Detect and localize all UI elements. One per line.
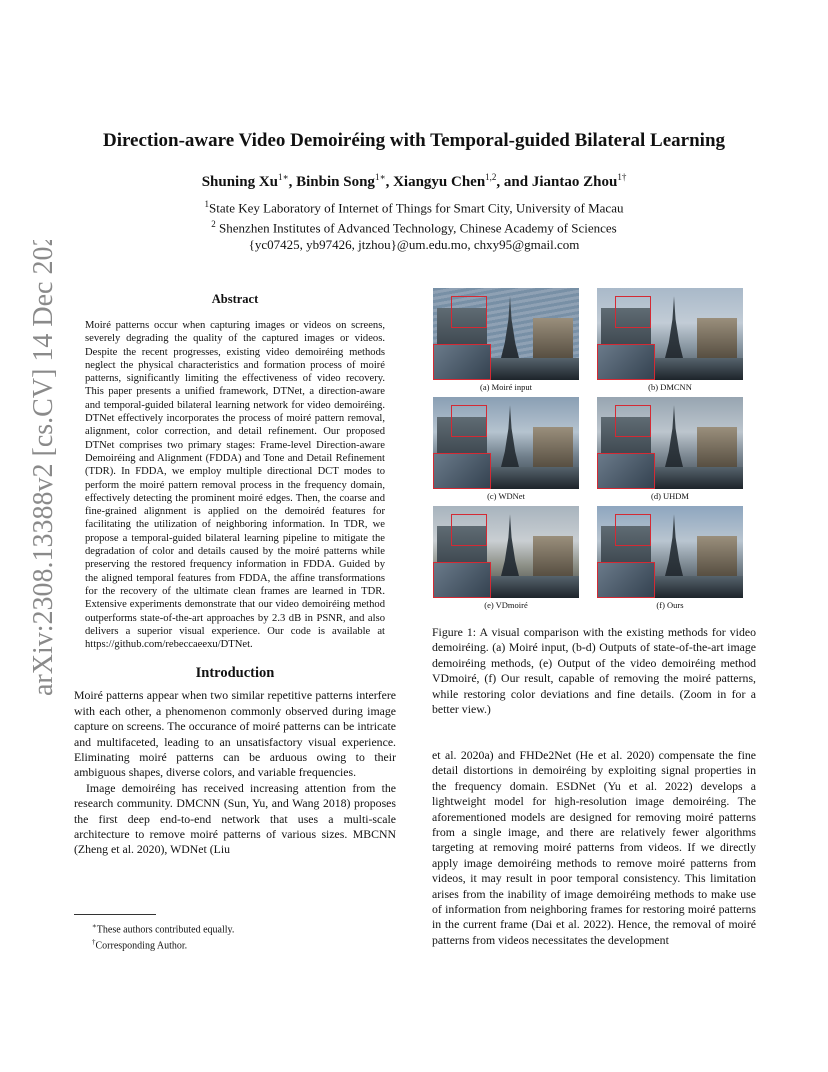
figure-panel: [597, 288, 743, 393]
author-emails: {yc07425, yb97426, jtzhou}@um.edu.mo, chxy95@gmail.com: [248, 236, 580, 252]
zoom-box: [451, 296, 487, 328]
author-name: Binbin Song: [296, 174, 375, 190]
introduction-heading: Introduction: [195, 665, 275, 682]
footnote-mark: †: [92, 938, 96, 947]
author-sup: 1∗: [278, 172, 289, 182]
affiliation-1: State Key Laboratory of Internet of Things for Smart City, University of Macau: [209, 200, 624, 216]
arxiv-identifier-stamp: [14, 240, 64, 700]
abstract-heading: Abstract: [211, 292, 259, 306]
zoom-box: [451, 514, 487, 546]
zoom-inset: [597, 453, 655, 489]
panel-caption: (b) DMCNN: [648, 382, 692, 392]
zoom-inset: [433, 344, 491, 380]
figure-1-caption: Figure 1: A visual comparison with the existing methods for video demoiréing. (a) Moiré input, (b-d) Outputs of state-of-the-art image demoiréing methods, (e) Output of the video demoiréing method VDmoiré, (f) Our result, capable of removing the moiré patterns, while restoring color deviations and fine details. (Zoom in for a better view.): [432, 625, 756, 717]
panel-caption: (e) VDmoiré: [484, 600, 528, 610]
intro-paragraph-2: Image demoiréing has received increasing attention from the research community. DMCNN (Sun, Yu, and Wang 2018) proposes the first deep end-to-end network that uses a multi-scale architecture to remove moiré patterns of various sizes. MBCNN (Zheng et al. 2020), WDNet (Liu: [74, 780, 396, 857]
left-column: [74, 292, 396, 858]
panel-image: [597, 506, 743, 598]
author-name: Xiangyu Chen: [393, 174, 486, 190]
author-name: Shuning Xu: [201, 174, 278, 190]
author-sup: 1†: [617, 172, 627, 182]
author-sup: 1∗: [374, 172, 386, 182]
footnote-text: These authors contributed equally.: [96, 924, 235, 936]
zoom-inset: [433, 562, 491, 598]
intro-paragraph-2-continued: et al. 2020a) and FHDe2Net (He et al. 2020) compensate the fine detail distortions in demoiréing by exploiting signal properties in the frequency domain. ESDNet (Yu et al. 2022) develops a lightweight model for high-resolution image demoiréing. The aforementioned models are designed for removing moiré patterns from a single image, and there are relatively fewer algorithms targeting at removing moiré patterns from videos. If we directly apply image demoiréing methods to remove moiré patterns from videos, it may result in poor temporal consistency. This limitation arises from the inability of image demoiréing methods to make use of information from neighboring frames for restoring moiré patterns in the current frame (Dai et al. 2022). Hence, the removal of moiré patterns from videos necessitates the development: [432, 748, 756, 947]
panel-caption: (d) UHDM: [650, 491, 689, 501]
abstract-text: Moiré patterns occur when capturing images or videos on screens, severely degrading the quality of the captured images or videos. Despite the recent progresses, existing video demoiréing methods neglect the physical characteristics and formation process of moiré patterns, significantly limiting the effectiveness of video recovery. This paper presents a unified framework, DTNet, a direction-aware and temporal-guided bilateral learning network for video demoiréing. DTNet effectively incorporates the process of moiré pattern removal, alignment, color correction, and detail refinement. Our proposed DTNet comprises two primary stages: Frame-level Direction-aware Demoiréing and Alignment (FDDA) and Tone and Detail Refinement (TDR). In FDDA, we employ multiple directional DCT modes to perform the moiré pattern removal process in the frequency domain, effectively detecting the prominent moiré edges. Then, the coarse and fine-grained alignment is applied on the demoiréd features for facilitating the utilization of neighboring information. In TDR, we propose a temporal-guided bilateral learning pipeline to mitigate the degradation of color and details caused by the moiré patterns while preserving the restored frequency information in FDDA. Guided by the aligned temporal features from FDDA, the affine transformations for the recovery of the ultimate clean frames are learned in TDR. Extensive experiments demonstrate that our video demoiréing method outperforms state-of-the-art approaches by 2.3 dB in PSNR, and also delivers a superior visual experience. Our code is available at https://github.com/rebeccaeexu/DTNet.: [85, 320, 385, 651]
figure-panel: [597, 397, 743, 502]
panel-caption: (f) Ours: [656, 600, 684, 610]
intro-paragraph-1: Moiré patterns appear when two similar repetitive patterns interfere with each other, a phenomenon commonly observed during image capture on screens. The occurance of moiré patterns can be intricate and multifaceted, leading to an unsatisfactory visual experience. Eliminating moiré patterns can be arduous owing to their ambiguous shapes, diverse colors, and variable frequencies.: [74, 688, 396, 780]
footnotes: [74, 914, 396, 953]
zoom-box: [615, 405, 651, 437]
panel-caption: (c) WDNet: [487, 491, 525, 501]
figure-panel: [433, 506, 579, 611]
footnote-rule: [74, 914, 156, 915]
affil-sup: 1: [204, 199, 210, 209]
footnote: [74, 936, 396, 952]
panel-image: [433, 506, 579, 598]
zoom-inset: [433, 453, 491, 489]
panel-image: [597, 397, 743, 489]
zoom-inset: [597, 562, 655, 598]
zoom-inset: [597, 344, 655, 380]
zoom-box: [615, 296, 651, 328]
panel-image: [433, 288, 579, 380]
panel-image: [433, 397, 579, 489]
footnote: [74, 920, 396, 936]
footnote-mark: ∗: [92, 922, 97, 930]
figure-panel: [597, 506, 743, 611]
footnote-text: Corresponding Author.: [95, 940, 188, 952]
author-name: Jiantao Zhou: [531, 174, 618, 190]
figure-panel: [433, 397, 579, 502]
zoom-box: [615, 514, 651, 546]
right-column: [432, 288, 756, 729]
zoom-box: [451, 405, 487, 437]
figure-panel: [433, 288, 579, 393]
author-sup: 1,2: [485, 172, 497, 182]
arxiv-id-text: arXiv:2308.13388v2 [cs.CV] 14 Dec 2023: [28, 240, 59, 696]
figure-1-grid: [433, 288, 756, 611]
panel-image: [597, 288, 743, 380]
affiliations: [60, 196, 768, 253]
author-list: Shuning $Xu^{1∗}$, Binbin Song$^{1∗}$, Xiangyu Chen$^{1,2}$, and Jiantao Zhou$^{1\dagger}$: [201, 172, 627, 190]
panel-caption: (a) Moiré input: [480, 382, 532, 392]
paper-title: Direction-aware Video Demoiréing with Temporal-guided Bilateral Learning: [102, 130, 726, 151]
affil-sup: 2: [211, 219, 216, 230]
right-column-body: [432, 748, 756, 948]
affiliation-2: Shenzhen Institutes of Advanced Technology, Chinese Academy of Sciences: [219, 220, 617, 236]
